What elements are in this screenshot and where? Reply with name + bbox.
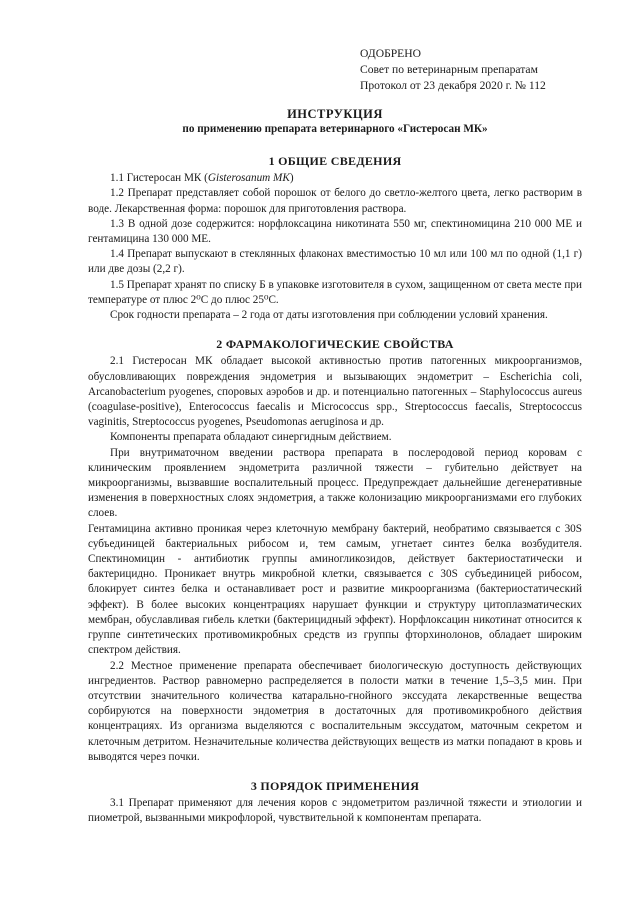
paragraph-mechanism: Гентамицина активно проникая через клеточную мембрану бактерий, необратимо связывается с 30S субъединицей бактериальных рибосом и, тем самым, угнетает синтез белка возбудителя. Спектиномицин - антибиотик группы аминогликозидов, действует бактериостатически и бактерицидно. Проникает внутрь микробной клетки, связывается с 30S субъединицей рибосом, блокирует синтез белка и останавливает рост и развитие микроорганизма (бактериостатический эффект). В более высоких концентрациях нарушает функции и структуру цитоплазматических мембран, обуславливая гибель клетки (бактерицидный эффект). Норфлоксацин никотинат относится к группе синтетических противомикробных средств из группы фторхинолонов, обладает широким спектром действия. bbox=[88, 522, 582, 657]
approval-line-approved: ОДОБРЕНО bbox=[360, 47, 422, 60]
paragraph-1-4: 1.4 Препарат выпускают в стеклянных флаконах вместимостью 10 мл или 100 мл по одной (1,1 г) или две дозы (2,2 г). bbox=[88, 248, 582, 276]
paragraph-intrauterine: При внутриматочном введении раствора препарата в послеродовой период коровам с клиническим проявлением эндометрита различной тяжести – губительно действует на микроорганизмы, вызвавшие воспалительный процесс. Предупреждает дальнейшие дегенеративные изменения в поверхностных слоях эндометрия, а также колонизацию микроорганизмами его глубоких слоев. bbox=[88, 446, 582, 520]
title-block bbox=[88, 106, 582, 137]
document-body bbox=[88, 150, 582, 827]
paragraph-2-1: 2.1 Гистеросан МК обладает высокой активностью против патогенных микроорганизмов, обусловливающих повреждения эндометрия и вызывающих эндометрит – Escherichia coli, Arcanobacterium pyogenes, споровых аэробов и др. и потенциально патогенных – Staphylococcus aureus (coagulase-positive), Enterococcus faecalis и Micrococcus spp., Streptococcus faecalis, Streptococcus vaginitis, Streptococcus pyogenes, Pseudomonas aeruginosa и др. bbox=[88, 355, 582, 429]
paragraph-1-2: 1.2 Препарат представляет собой порошок от белого до светло-желтого цвета, легко растворим в воде. Лекарственная форма: порошок для приготовления раствора. bbox=[88, 187, 582, 215]
approval-line-council: Совет по ветеринарным препаратам bbox=[360, 63, 538, 76]
paragraph-shelf-life: Срок годности препарата – 2 года от даты изготовления при соблюдении условий хранения. bbox=[110, 309, 548, 322]
paragraph-3-1: 3.1 Препарат применяют для лечения коров с эндометритом различной тяжести и этиологии и пиометрой, вызванными микрофлорой, чувствительной к компонентам препарата. bbox=[88, 797, 582, 825]
paragraph-1-1-suffix: ) bbox=[289, 172, 294, 185]
paragraph-1-3: 1.3 В одной дозе содержится: норфлоксацина никотината 550 мг, спектиномицина 210 000 МЕ и гентамицина 130 000 МЕ. bbox=[88, 217, 582, 246]
section-heading-pharmacology: 2 ФАРМАКОЛОГИЧЕСКИЕ СВОЙСТВА bbox=[216, 337, 454, 352]
section-heading-general: 1 ОБЩИЕ СВЕДЕНИЯ bbox=[268, 154, 402, 168]
latin-name: Gisterosanum MK bbox=[207, 172, 290, 185]
paragraph-2-2: 2.2 Местное применение препарата обеспечивает биологическую доступность действующих ингредиентов. Раствор равномерно распределяется в полости матки в течение 1,5–3,5 мин. При отсутствии значительного количества катарально-гнойного экссудата лекарственные вещества сорбируются на поверхности эндометрия в достаточных для противомикробного действия концентрациях. Из организма выделяются с воспалительным экссудатом, маточным секретом и клеточным детритом. Незначительные количества действующих веществ из матки попадают в кровь и выводятся через почки. bbox=[88, 659, 582, 763]
section-heading-usage: 3 ПОРЯДОК ПРИМЕНЕНИЯ bbox=[250, 778, 420, 793]
approval-line-protocol: Протокол от 23 декабря 2020 г. № 112 bbox=[360, 79, 546, 92]
approval-stamp bbox=[360, 46, 546, 94]
document-title: ИНСТРУКЦИЯ bbox=[287, 107, 383, 121]
paragraph-1-5: 1.5 Препарат хранят по списку Б в упаковке изготовителя в сухом, защищенном от света месте при температуре от плюс 2⁰С до плюс 25⁰С. bbox=[88, 278, 582, 306]
paragraph-1-1 bbox=[88, 171, 582, 186]
paragraph-1-1-prefix: 1.1 Гистеросан МК ( bbox=[110, 172, 208, 185]
document-subtitle: по применению препарата ветеринарного «Гистеросан МК» bbox=[182, 123, 488, 135]
paragraph-synergy: Компоненты препарата обладают синергидным действием. bbox=[110, 431, 392, 444]
